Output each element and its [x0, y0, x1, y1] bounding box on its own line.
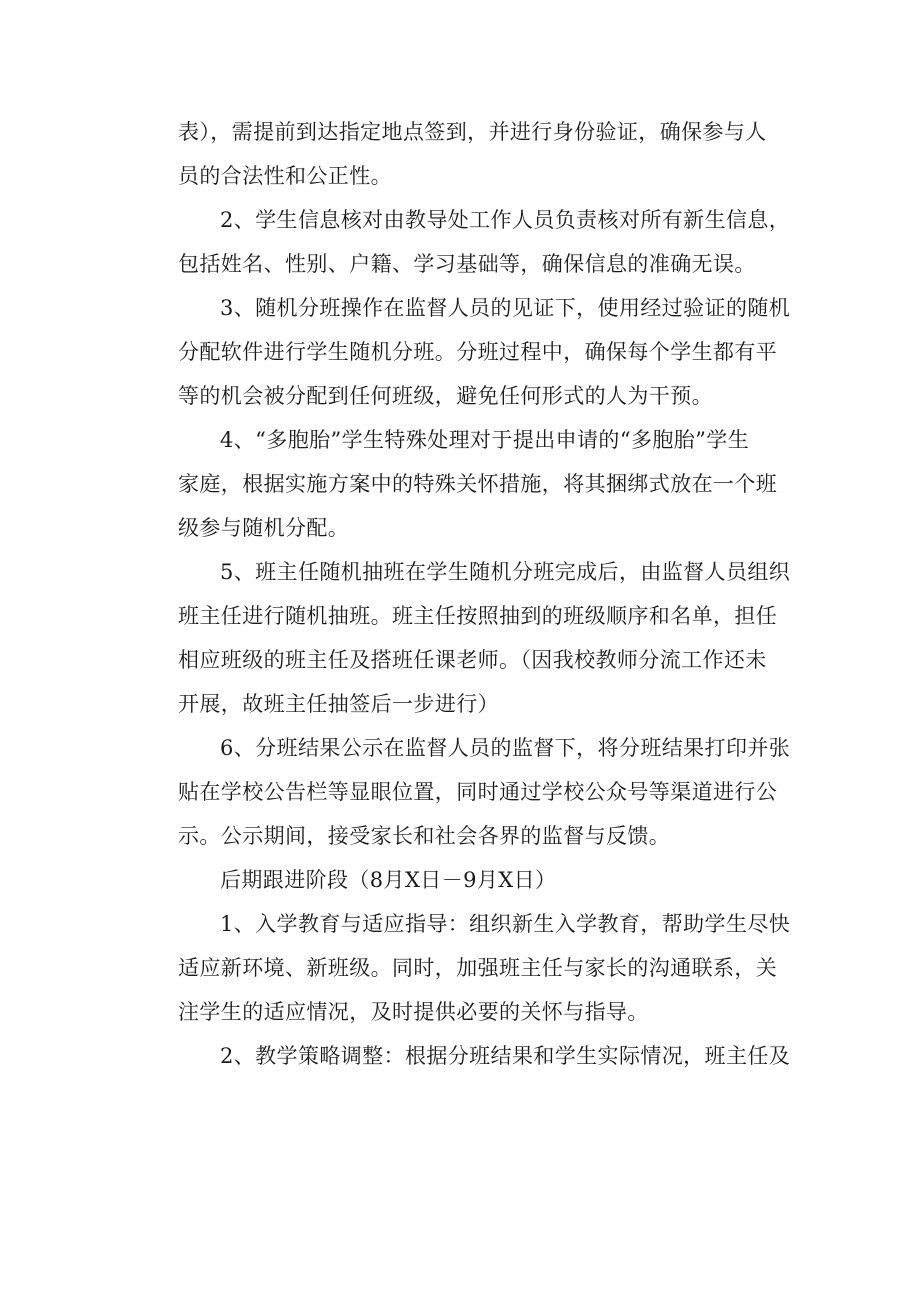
- text-line: 2、学生信息核对由教导处工作人员负责核对所有新生信息，: [220, 208, 791, 232]
- paragraph: [136, 110, 800, 198]
- text-line: 相应班级的班主任及搭班任课老师。（因我校教师分流工作还未: [178, 648, 767, 672]
- paragraph: [136, 1034, 800, 1078]
- text-line: 家庭，根据实施方案中的特殊关怀措施，将其捆绑式放在一个班: [178, 472, 778, 496]
- text-line: 员的合法性和公正性。: [178, 164, 392, 188]
- text-line: 级参与随机分配。: [178, 516, 350, 540]
- paragraph: [136, 418, 800, 550]
- paragraph: [136, 550, 800, 726]
- text-line: 贴在学校公告栏等显眼位置，同时通过学校公众号等渠道进行公: [178, 780, 778, 804]
- text-line: 分配软件进行学生随机分班。分班过程中，确保每个学生都有平: [178, 340, 778, 364]
- text-line: 3、随机分班操作在监督人员的见证下，使用经过验证的随机: [220, 296, 791, 320]
- paragraph: [136, 198, 800, 286]
- text-line: 注学生的适应情况，及时提供必要的关怀与指导。: [178, 1000, 649, 1024]
- text-line: 5、班主任随机抽班在学生随机分班完成后，由监督人员组织: [220, 560, 791, 584]
- text-line: 示。公示期间，接受家长和社会各界的监督与反馈。: [178, 824, 671, 848]
- text-line: 开展，故班主任抽签后一步进行）: [178, 692, 499, 716]
- text-line: 4、“多胞胎”学生特殊处理对于提出申请的“多胞胎”学生: [220, 428, 750, 452]
- document-body: [136, 110, 800, 1078]
- paragraph: [136, 858, 800, 902]
- text-line: 后期跟进阶段（8月X日－9月X日）: [220, 868, 557, 892]
- text-line: 6、分班结果公示在监督人员的监督下，将分班结果打印并张: [220, 736, 791, 760]
- text-line: 班主任进行随机抽班。班主任按照抽到的班级顺序和名单，担任: [178, 604, 778, 628]
- paragraph: [136, 286, 800, 418]
- text-line: 表），需提前到达指定地点签到，并进行身份验证，确保参与人: [178, 120, 767, 144]
- text-line: 2、教学策略调整：根据分班结果和学生实际情况，班主任及: [220, 1044, 791, 1068]
- text-line: 等的机会被分配到任何班级，避免任何形式的人为干预。: [178, 384, 713, 408]
- text-line: 包括姓名、性别、户籍、学习基础等，确保信息的准确无误。: [178, 252, 756, 276]
- text-line: 1、入学教育与适应指导：组织新生入学教育，帮助学生尽快: [220, 912, 791, 936]
- paragraph: [136, 902, 800, 1034]
- text-line: 适应新环境、新班级。同时，加强班主任与家长的沟通联系，关: [178, 956, 778, 980]
- paragraph: [136, 726, 800, 858]
